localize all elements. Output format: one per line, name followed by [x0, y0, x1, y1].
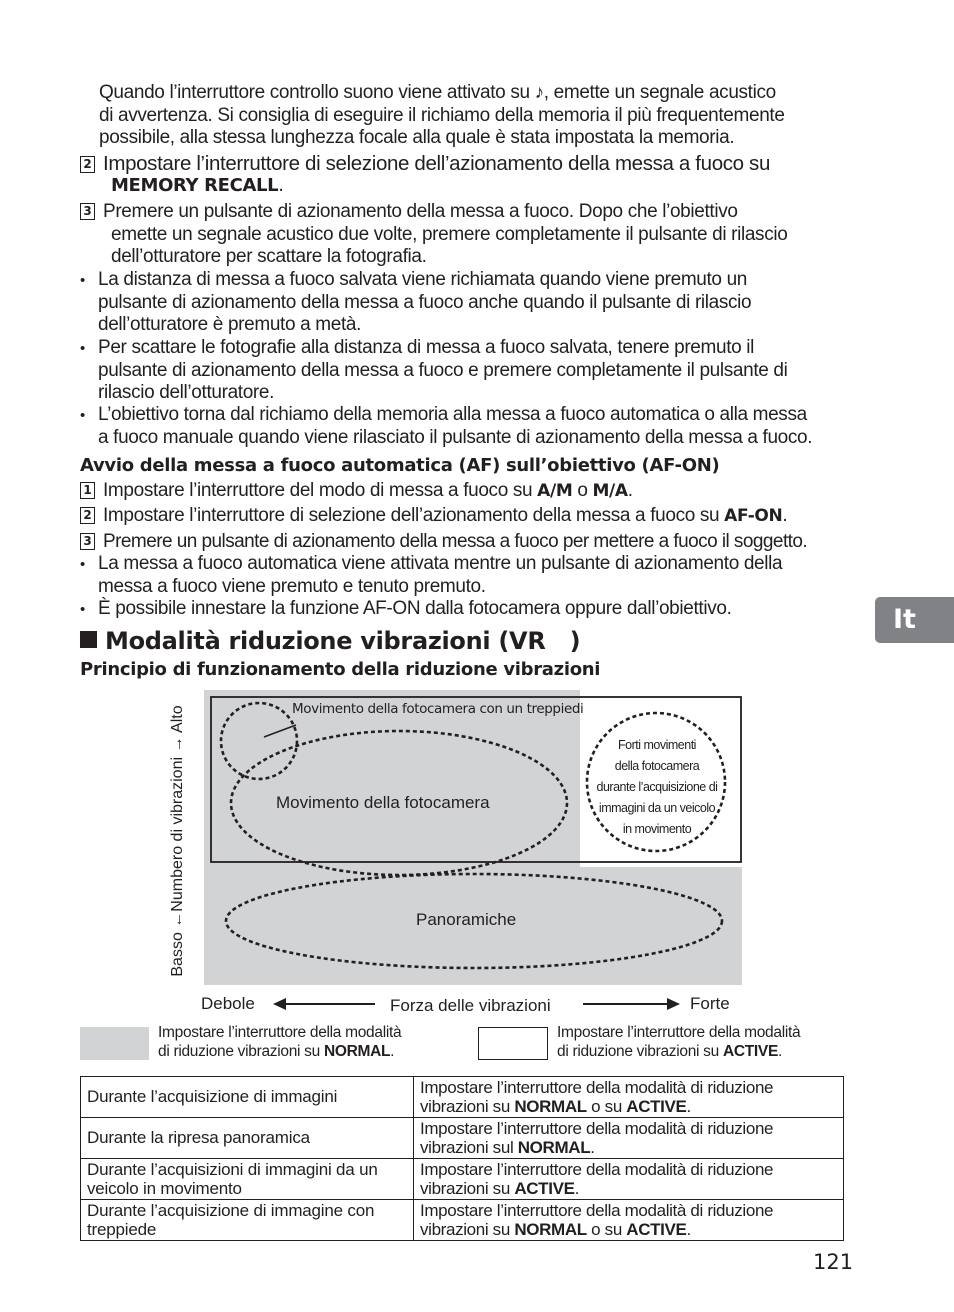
arrow-up-icon: → — [169, 736, 186, 753]
af-on-step-3: 3 Premere un pulsante di azionamento della messa a fuoco per mettere a fuoco il soggetto. — [80, 531, 807, 554]
bullet-icon: • — [80, 601, 85, 618]
af-on-step-1: 1 Impostare l’interruttore del modo di messa a fuoco su A/M o M/A. — [80, 480, 633, 503]
x-axis-high: Forte — [690, 994, 730, 1013]
situation-cell: Durante l’acquisizione di immagini — [81, 1077, 414, 1118]
af-on-step-2: 2 Impostare l’interruttore di selezione dell’azionamento della messa a fuoco su AF-ON. — [80, 505, 787, 528]
af-on-bullet-2: • È possibile innestare la funzione AF-ON dalla fotocamera oppure dall’obiettivo. — [80, 598, 732, 622]
table-row — [81, 1077, 844, 1118]
setting-cell: Impostare l’interruttore della modalità di riduzione vibrazioni su NORMAL o su ACTIVE. — [414, 1200, 844, 1241]
step-number-box: 1 — [80, 482, 95, 499]
situation-cell: Durante l’acquisizioni di immagini da un veicolo in movimento — [81, 1159, 414, 1200]
intro-line-1: Quando l’interruttore controllo suono viene attivato su ♪, emette un segnale acustico — [99, 82, 776, 103]
legend-active-text: Impostare l’interruttore della modalità di riduzione vibrazioni su ACTIVE. — [557, 1024, 801, 1060]
bullet-2-line-3: rilascio dell’otturatore. — [98, 382, 275, 403]
black-square-icon — [80, 631, 97, 648]
bullet-2-line-2: pulsante di azionamento della messa a fuoco e premere completamente il pulsante di — [98, 359, 788, 381]
arrow-down-icon: ← — [169, 911, 186, 928]
setting-cell: Impostare l’interruttore della modalità di riduzione vibrazioni sul NORMAL. — [414, 1118, 844, 1159]
bullet-icon: • — [80, 272, 85, 289]
situation-cell: Durante l’acquisizione di immagine con treppiede — [81, 1200, 414, 1241]
legend-normal-swatch — [80, 1027, 149, 1060]
bullet-3-line-2: a fuoco manuale quando viene rilasciato il pulsante di azionamento della messa a fuoco. — [98, 426, 813, 448]
step-number-box: 3 — [80, 203, 95, 220]
panning-label: Panoramiche — [416, 910, 517, 929]
bullet-icon: • — [80, 556, 85, 573]
vr-section-title: Modalità riduzione vibrazioni (VR ) — [80, 627, 580, 655]
bullet-1: • La distanza di messa a fuoco salvata viene richiamata quando viene premuto un — [80, 269, 747, 293]
setting-cell: Impostare l’interruttore della modalità di riduzione vibrazioni su ACTIVE. — [414, 1159, 844, 1200]
af-on-heading: Avvio della messa a fuoco automatica (AF) sull’obiettivo (AF-ON) — [80, 455, 720, 476]
page-number: 121 — [813, 1250, 854, 1274]
bullet-icon: • — [80, 407, 85, 424]
step-3-line-2: emette un segnale acustico due volte, premere completamente il pulsante di rilascio — [111, 223, 788, 245]
y-axis-label: Basso ←Numbero di vibrazioni → Alto — [169, 705, 186, 977]
sound-icon: ♪ — [534, 82, 544, 103]
legend-normal-text: Impostare l’interruttore della modalità di riduzione vibrazioni su NORMAL. — [158, 1024, 402, 1060]
step-2-memory-recall: 2 Impostare l’interruttore di selezione dell’azionamento della messa a fuoco su — [80, 153, 770, 176]
step-2-bold-line: MEMORY RECALL. — [111, 175, 284, 196]
af-on-bullet-1-line-2: messa a fuoco viene premuto e tenuto premuto. — [98, 575, 486, 597]
tripod-label: Movimento della fotocamera con un treppiedi — [292, 701, 584, 717]
legend-active-swatch — [478, 1027, 548, 1060]
vr-principle-diagram — [160, 685, 760, 1025]
bullet-2: • Per scattare le fotografie alla distanza di messa a fuoco salvata, tenere premuto il — [80, 337, 754, 361]
af-on-bullet-1: • La messa a fuoco automatica viene attivata mentre un pulsante di azionamento della — [80, 553, 782, 577]
vr-settings-table — [80, 1076, 844, 1241]
table-row — [81, 1200, 844, 1241]
intro-line-3: possibile, alla stessa lunghezza focale alla quale è stata impostata la memoria. — [99, 127, 735, 148]
x-axis-label: Forza delle vibrazioni — [390, 996, 551, 1015]
setting-cell: Impostare l’interruttore della modalità di riduzione vibrazioni su NORMAL o su ACTIVE. — [414, 1077, 844, 1118]
step-number-box: 3 — [80, 533, 95, 550]
memory-recall-section — [80, 82, 870, 452]
camera-movement-label: Movimento della fotocamera — [276, 793, 490, 812]
table-row — [81, 1118, 844, 1159]
table-row — [81, 1159, 844, 1200]
bullet-icon: • — [80, 340, 85, 357]
x-axis-low: Debole — [201, 994, 255, 1013]
step-number-box: 2 — [80, 156, 95, 173]
step-3-line-3: dell’otturatore per scattare la fotografia. — [111, 246, 427, 267]
af-on-section — [80, 480, 870, 620]
bullet-1-line-3: dell’otturatore è premuto a metà. — [98, 314, 362, 335]
intro-line-2: di avvertenza. Si consiglia di eseguire il richiamo della memoria il più frequentemente — [99, 104, 785, 126]
bullet-3: • L’obiettivo torna dal richiamo della memoria alla messa a fuoco automatica o alla messa — [80, 404, 807, 428]
bullet-1-line-2: pulsante di azionamento della messa a fuoco anche quando il pulsante di rilascio — [98, 291, 752, 313]
language-tab[interactable]: It — [875, 597, 954, 643]
vehicle-label: Forti movimenti della fotocamera durante l’acquisizione di immagini da un veicolo in movimento — [596, 738, 718, 836]
situation-cell: Durante la ripresa panoramica — [81, 1118, 414, 1159]
vr-principle-heading: Principio di funzionamento della riduzione vibrazioni — [80, 659, 601, 680]
step-3-memory-recall: 3 Premere un pulsante di azionamento della messa a fuoco. Dopo che l’obiettivo — [80, 201, 738, 224]
step-number-box: 2 — [80, 507, 95, 524]
